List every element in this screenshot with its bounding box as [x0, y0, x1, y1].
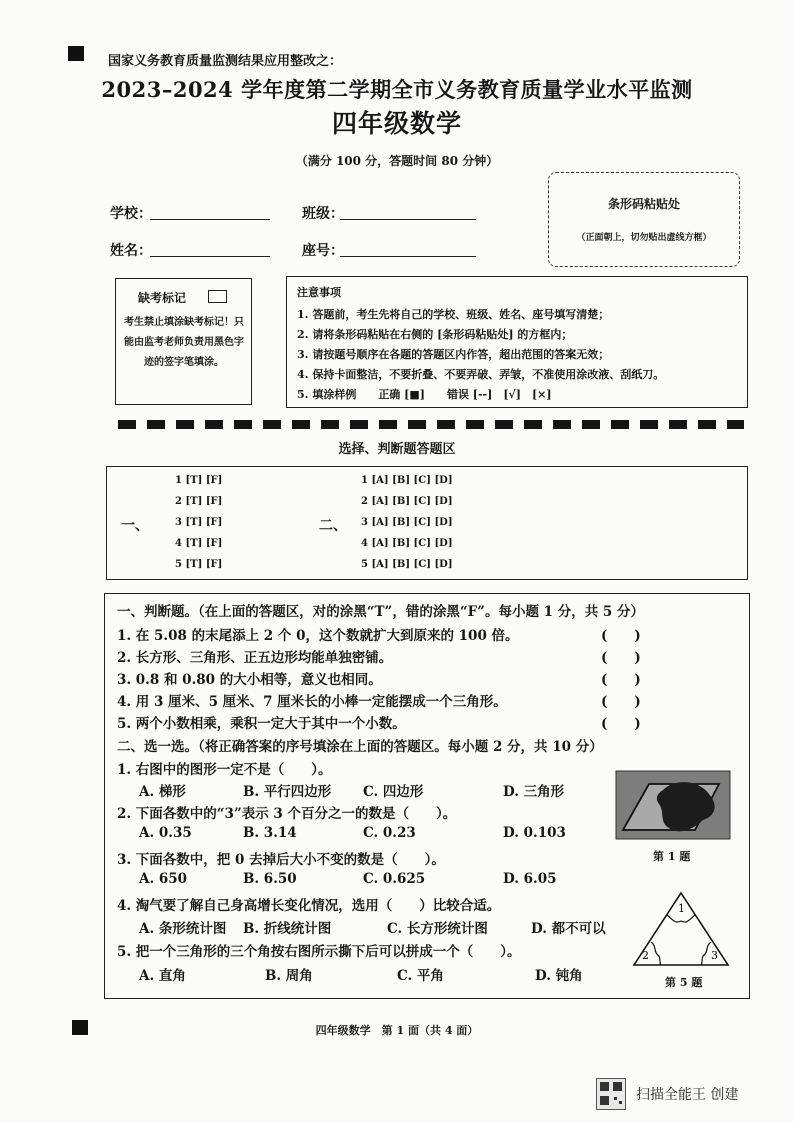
absent-mark-title: 缺考标记: [138, 291, 187, 305]
notes-line: 4. 保持卡面整洁，不要折叠、不要弄破、弄皱，不准使用涂改液、刮纸刀。: [297, 368, 665, 381]
tf-question: 3. 0.8 和 0.80 的大小相等，意义也相同。: [117, 672, 382, 688]
barcode-note: （正面朝上，切勿贴出虚线方框）: [576, 233, 712, 243]
mc-option: B. 3.14: [243, 825, 297, 841]
figure-1-caption: 第 1 题: [653, 850, 691, 863]
tf-answer-row[interactable]: 1 [T] [F]: [175, 475, 223, 486]
seat-label: 座号：: [302, 243, 344, 259]
mc-option: D. 三角形: [503, 784, 565, 800]
mc-question-5: 5. 把一个三角形的三个角按右图所示撕下后可以拼成一个（ ）。: [117, 944, 521, 960]
notes-line: 5. 填涂样例 正确 [■] 错误 [--] [√] [×]: [297, 388, 552, 401]
mc-option: D. 钝角: [535, 968, 583, 984]
figure-5-label-2: 2: [642, 949, 649, 962]
mc-option: D. 6.05: [503, 871, 557, 887]
mc-option: C. 长方形统计图: [387, 921, 488, 937]
mc-option: B. 6.50: [243, 871, 297, 887]
questions-box: [104, 593, 750, 999]
mc-option: C. 0.23: [363, 825, 416, 841]
tf-question: 2. 长方形、三角形、正五边形均能单独密铺。: [117, 650, 393, 666]
mc-option: C. 平角: [397, 968, 444, 984]
mc-answer-row[interactable]: 3 [A] [B] [C] [D]: [361, 517, 453, 528]
dashed-separator: [118, 420, 744, 429]
part1-heading: 一、判断题。（在上面的答题区，对的涂黑“T”，错的涂黑“F”。每小题 1 分，共 5 分）: [117, 604, 645, 620]
scanner-watermark: [592, 1076, 782, 1112]
class-label: 班级：: [302, 206, 344, 222]
tf-question: 4. 用 3 厘米、5 厘米、7 厘米长的小棒一定能摆成一个三角形。: [117, 694, 507, 710]
figure-5-caption: 第 5 题: [665, 976, 703, 989]
answer-paren: ( ): [601, 628, 641, 644]
answer-area-box: [106, 466, 748, 580]
mc-option: A. 直角: [139, 968, 186, 984]
mc-option: A. 条形统计图: [139, 921, 227, 937]
answer-paren: ( ): [601, 694, 641, 710]
class-field[interactable]: [340, 219, 476, 220]
mc-option: B. 周角: [265, 968, 313, 984]
figure-1: [615, 770, 731, 840]
mc-option: B. 平行四边形: [243, 784, 332, 800]
tf-question: 5. 两个小数相乘，乘积一定大于其中一个小数。: [117, 716, 406, 732]
figure-5-label-1: 1: [678, 902, 685, 915]
school-field[interactable]: [150, 219, 270, 220]
mc-option: D. 都不可以: [531, 921, 606, 937]
mc-option: C. 四边形: [363, 784, 424, 800]
mc-option: D. 0.103: [503, 825, 566, 841]
notes-box: [286, 276, 748, 408]
page-footer: 四年级数学 第 1 面（共 4 面）: [315, 1024, 479, 1037]
answer-paren: ( ): [601, 650, 641, 666]
figure-5: [631, 890, 731, 968]
mc-option: C. 0.625: [363, 871, 426, 887]
mc-option: A. 0.35: [139, 825, 192, 841]
registration-mark-top: [68, 46, 84, 61]
mc-option: B. 折线统计图: [243, 921, 332, 937]
tf-question: 1. 在 5.08 的末尾添上 2 个 0，这个数就扩大到原来的 100 倍。: [117, 628, 519, 644]
absent-checkbox[interactable]: [208, 290, 227, 303]
notes-line: 1. 答题前，考生先将自己的学校、班级、姓名、座号填写清楚；: [297, 308, 610, 321]
notes-line: 3. 请按题号顺序在各题的答题区内作答，超出范围的答案无效；: [297, 348, 610, 361]
mc-option: A. 梯形: [139, 784, 186, 800]
absent-mark-box: [115, 278, 252, 405]
part1-answer-label: 一、: [121, 518, 149, 534]
mc-option: A. 650: [139, 871, 188, 887]
exam-note: （满分 100 分，答题时间 80 分钟）: [295, 154, 499, 168]
school-label: 学校：: [110, 206, 152, 222]
notes-line: 2. 请将条形码粘贴在右侧的 [条形码粘贴处] 的方框内；: [297, 328, 573, 341]
barcode-title: 条形码粘贴处: [607, 197, 680, 211]
figure-5-label-3: 3: [711, 949, 718, 962]
tf-answer-row[interactable]: 3 [T] [F]: [175, 517, 223, 528]
mc-question-2: 2. 下面各数中的“3”表示 3 个百分之一的数是（ ）。: [117, 806, 457, 822]
answer-paren: ( ): [601, 716, 641, 732]
mc-question-1: 1. 右图中的图形一定不是（ ）。: [117, 762, 332, 778]
scanner-brand: 扫描全能王 创建: [636, 1087, 739, 1103]
answer-paren: ( ): [601, 672, 641, 688]
mc-question-4: 4. 淘气要了解自己身高增长变化情况，选用（ ）比较合适。: [117, 898, 501, 914]
subject-title: 四年级数学: [331, 109, 462, 138]
answer-area-title: 选择、判断题答题区: [338, 442, 456, 457]
header-top-line: 国家义务教育质量监测结果应用整改之：: [108, 54, 343, 69]
mc-question-3: 3. 下面各数中，把 0 去掉后大小不变的数是（ ）。: [117, 852, 445, 868]
mc-answer-row[interactable]: 5 [A] [B] [C] [D]: [361, 559, 453, 570]
notes-heading: 注意事项: [297, 286, 341, 299]
mc-answer-row[interactable]: 4 [A] [B] [C] [D]: [361, 538, 453, 549]
tf-answer-row[interactable]: 2 [T] [F]: [175, 496, 223, 507]
seat-field[interactable]: [340, 256, 476, 257]
tf-answer-row[interactable]: 4 [T] [F]: [175, 538, 223, 549]
qr-code-icon: [596, 1078, 626, 1110]
name-field[interactable]: [150, 256, 270, 257]
name-label: 姓名：: [110, 243, 152, 259]
part2-answer-label: 二、: [319, 518, 347, 534]
tf-answer-row[interactable]: 5 [T] [F]: [175, 559, 223, 570]
mc-answer-row[interactable]: 1 [A] [B] [C] [D]: [361, 475, 453, 486]
part2-heading: 二、选一选。（将正确答案的序号填涂在上面的答题区。每小题 2 分，共 10 分）: [117, 739, 603, 755]
barcode-area: [548, 172, 740, 267]
mc-answer-row[interactable]: 2 [A] [B] [C] [D]: [361, 496, 453, 507]
absent-mark-text: 考生禁止填涂缺考标记！只能由监考老师负责用黑色字迹的签字笔填涂。: [124, 317, 244, 368]
exam-title: 2023–2024 学年度第二学期全市义务教育质量学业水平监测: [101, 77, 693, 102]
